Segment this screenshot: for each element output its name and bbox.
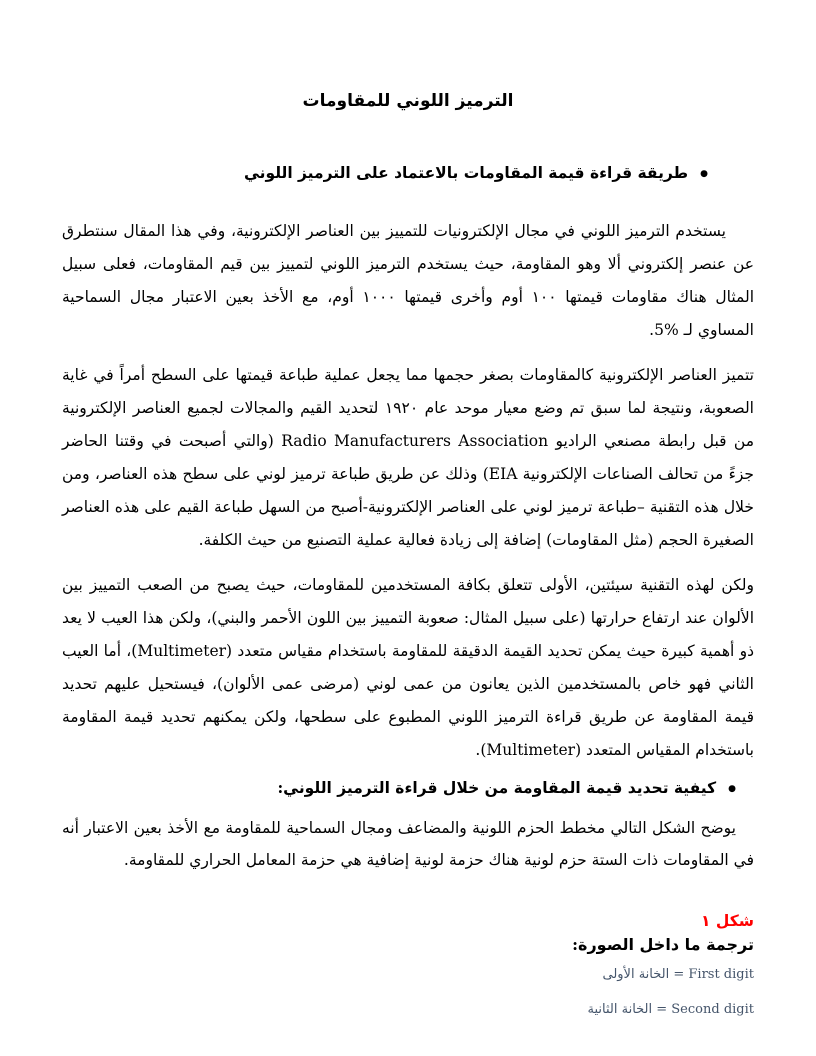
figure-translation-line-first-digit: First digit = الخانة الأولى	[602, 967, 754, 982]
figure-number-label: شكل ١	[701, 911, 754, 930]
section-heading-reading-method-text: طريقة قراءة قيمة المقاومات بالاعتماد على الترميز اللوني	[243, 163, 689, 182]
paragraph-standard-history: تتميز العناصر الإلكترونية كالمقاومات بصغر حجمها مما يجعل عملية طباعة قيمتها على السطح أمراً في غاية الصعوبة، ونتيجة لما سبق تم وضع معيار موحد عام ١٩٢٠ لتحديد القيم والمجالات لجميع العناصر الإلكترونية من قبل رابطة مصنعي الراديو Radio Manufacturers Association (والتي أصبحت في وقتنا الحاضر جزءً من تحالف الصناعات الإلكترونية EIA) وذلك عن طريق طباعة ترميز لوني على سطح هذه العناصر، ومن خلال هذه التقنية –طباعة ترميز لوني على العناصر الإلكترونية-أصبح من السهل طباعة القيم على هذه العناصر الصغيرة الحجم (مثل المقاومات) إضافة إلى زيادة فعالية عملية التصنيع من حيث الكلفة.	[62, 366, 755, 549]
section-heading-how-to-determine	[62, 775, 736, 802]
section-heading-how-to-determine-text: كيفية تحديد قيمة المقاومة من خلال قراءة الترميز اللوني:	[277, 778, 717, 797]
bullet-icon: ●	[700, 169, 708, 179]
section-heading-reading-method	[62, 160, 708, 187]
document-title: الترميز اللوني للمقاومات	[302, 91, 514, 111]
paragraph-technique-drawbacks: ولكن لهذه التقنية سيئتين، الأولى تتعلق بكافة المستخدمين للمقاومات، حيث يصبح من الصعب التمييز بين الألوان عند ارتفاع حرارتها (على سبيل المثال: صعوبة التمييز بين اللون الأحمر والبني)، ولكن هذا العيب لا يعد ذو أهمية كبيرة حيث يمكن تحديد القيمة الدقيقة للمقاومة باستخدام مقياس متعدد (Multimeter)، أما العيب الثاني فهو خاص بالمستخدمين الذين يعانون من عمى لوني (مرضى عمى الألوان)، فيستحيل عليهم تحديد قيمة المقاومة عن طريق قراءة الترميز اللوني المطبوع على سطحها، ولكن يمكنهم تحديد قيمة المقاومة باستخدام المقياس المتعدد (Multimeter).	[62, 576, 754, 759]
paragraph-figure-intro: يوضح الشكل التالي مخطط الحزم اللونية والمضاعف ومجال السماحية للمقاومة مع الأخذ بعين الاعتبار أنه في المقاومات ذات الستة حزم لونية هناك حزمة لونية إضافية هي حزمة المعامل الحراري للمقاومة.	[62, 819, 754, 869]
figure-translation-line-second-digit: Second digit = الخانة الثانية	[587, 1002, 754, 1017]
bullet-icon: ●	[728, 784, 736, 794]
paragraph-color-code-intro: يستخدم الترميز اللوني في مجال الإلكترونيات للتمييز بين العناصر الإلكترونية، وفي هذا المقال سنتطرق عن عنصر إلكتروني ألا وهو المقاومة، حيث يستخدم الترميز اللوني لتمييز بين قيم المقاومات، فعلى سبيل المثال هناك مقاومات قيمتها ١٠٠ أوم وأخرى قيمتها ١٠٠٠ أوم، مع الأخذ بعين الاعتبار مجال السماحية المساوي لـ %5.	[62, 222, 754, 339]
figure-translation-heading: ترجمة ما داخل الصورة:	[572, 935, 754, 954]
